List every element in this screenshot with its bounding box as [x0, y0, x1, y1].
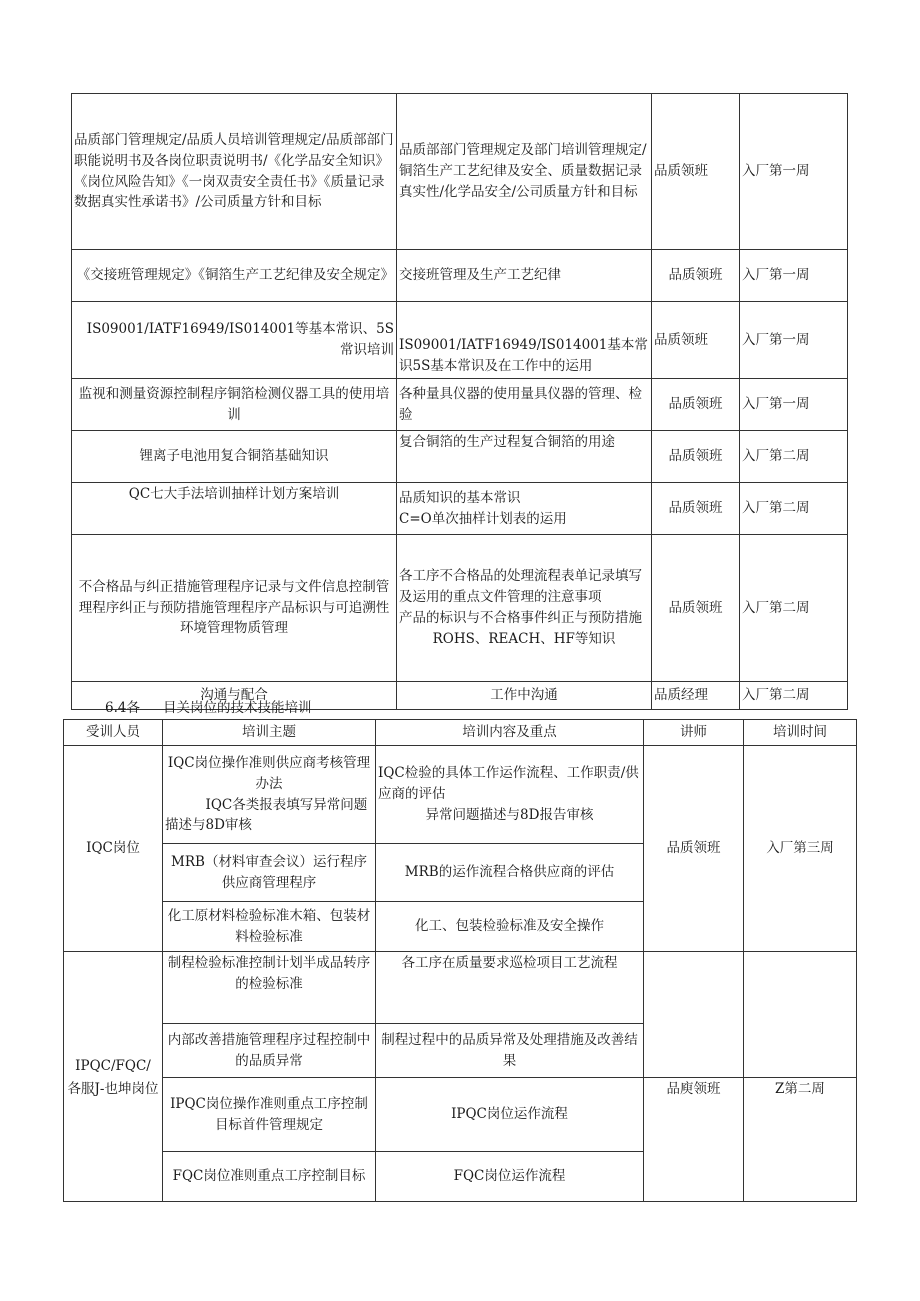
column-header: 讲师 [644, 720, 744, 746]
trainee-cell-top: IPQC/FQC/ [64, 952, 163, 1078]
lecturer-cell: 品质经理 [652, 682, 740, 710]
section-number: 6.4各 [105, 700, 140, 716]
training-time-cell: 入厂第一周 [740, 94, 848, 250]
training-content-cell: 品质部部门管理规定及部门培训管理规定/铜箔生产工艺纪律及安全、质量数据记录真实性/化学品安全/公司质量方针和目标 [397, 94, 652, 250]
content-line: 各工序不合格品的处理流程表单记录填写及运用的重点文件管理的注意事项 [399, 568, 642, 606]
lecturer-cell: 品质领班 [652, 302, 740, 379]
training-content-cell: 制程过程中的品质异常及处理措施及改善结果 [376, 1024, 644, 1078]
training-time-cell: 入厂第三周 [744, 746, 857, 952]
lecturer-cell: 品质领班 [644, 746, 744, 952]
training-topic-cell: IS09001/IATF16949/IS014001等基本常识、5S常识培训 [72, 302, 397, 379]
content-line: C=O单次抽样计划表的运用 [399, 510, 567, 527]
trainee-cell-bottom: 各服J-也坤岗位 [64, 1078, 163, 1202]
table-row [64, 746, 857, 844]
training-time-cell: 入厂第一周 [740, 379, 848, 431]
content-line: IQC检验的具体工作运作流程、工作职责/供应商的评估 [378, 765, 639, 803]
training-content-cell: FQC岗位运作流程 [376, 1152, 644, 1202]
training-time-cell: Z第二周 [744, 1078, 857, 1202]
training-topic-cell: 品质部门管理规定/品质人员培训管理规定/品质部部门职能说明书及各岗位职责说明书/《化学品安全知识》《岗位风险告知》《一岗双责安全责任书》《质量记录数据真实性承诺书》/公司质量方针和目标 [72, 94, 397, 250]
table-row [72, 483, 848, 535]
table-row [72, 379, 848, 431]
training-content-cell: 工作中沟通 [397, 682, 652, 710]
training-table-general [71, 93, 848, 710]
table-row [64, 952, 857, 1024]
training-topic-cell: QC七大手法培训抽样计划方案培训 [72, 483, 397, 535]
column-header: 受训人员 [64, 720, 163, 746]
table-row [72, 94, 848, 250]
column-header: 培训时间 [744, 720, 857, 746]
training-topic-cell: MRB（材料审查会议）运行程序供应商管理程序 [163, 844, 376, 902]
training-time-cell: 入厂第一周 [740, 250, 848, 302]
training-topic-cell: 《交接班管理规定》《铜箔生产工艺纪律及安全规定》 [72, 250, 397, 302]
training-content-cell: 复合铜箔的生产过程复合铜箔的用途 [397, 431, 652, 483]
training-time-cell: 入厂第二周 [740, 535, 848, 682]
training-content-cell: 各种量具仪器的使用量具仪器的管理、检验 [397, 379, 652, 431]
table-header-row [64, 720, 857, 746]
content-line: 异常问题描述与8D报告审核 [425, 806, 594, 823]
lecturer-cell: 品质领班 [652, 483, 740, 535]
training-topic-cell: FQC岗位准则重点工序控制目标 [163, 1152, 376, 1202]
training-table-skills [63, 719, 857, 1202]
training-content-cell: IPQC岗位运作流程 [376, 1078, 644, 1152]
content-line: ROHS、REACH、HF等知识 [432, 630, 616, 647]
lecturer-cell: 品质领班 [652, 94, 740, 250]
training-content-cell: 各工序在质量要求巡检项目工艺流程 [376, 952, 644, 1024]
topic-line: IQC各类报表填写异常问题描述与8D审核 [165, 796, 368, 834]
training-content-cell: MRB的运作流程合格供应商的评估 [376, 844, 644, 902]
lecturer-cell: 品质领班 [652, 379, 740, 431]
training-topic-cell: 化工原材料检验标准木箱、包装材料检验标准 [163, 902, 376, 952]
topic-line: IQC岗位操作准则供应商考核管理办法 [167, 754, 371, 792]
training-time-cell: 入厂第二周 [740, 483, 848, 535]
training-topic-cell [163, 746, 376, 844]
column-header: 培训主题 [163, 720, 376, 746]
training-content-cell: 化工、包装检验标准及安全操作 [376, 902, 644, 952]
section-title: 目关岗位的技术技能培训 [163, 700, 312, 716]
lecturer-cell: 品质领班 [652, 431, 740, 483]
section-heading [105, 698, 312, 719]
training-time-cell: 入厂第二周 [740, 682, 848, 710]
training-content-cell: 交接班管理及生产工艺纪律 [397, 250, 652, 302]
training-time-cell: 入厂第二周 [740, 431, 848, 483]
training-topic-cell: 沟通与配合 [72, 682, 397, 710]
training-content-cell: IS09001/IATF16949/IS014001基本常识5S基本常识及在工作中的运用 [397, 302, 652, 379]
training-topic-cell: 锂离子电池用复合铜箔基础知识 [72, 431, 397, 483]
training-topic-cell: 监视和测量资源控制程序铜箔检测仪器工具的使用培训 [72, 379, 397, 431]
trainee-cell: IQC岗位 [64, 746, 163, 952]
content-line: 产品的标识与不合格事件纠正与预防措施 [399, 610, 642, 626]
lecturer-cell-empty [644, 952, 744, 1078]
training-topic-cell: IPQC岗位操作准则重点工序控制目标首件管理规定 [163, 1078, 376, 1152]
training-content-cell [376, 746, 644, 844]
lecturer-cell: 品质领班 [652, 250, 740, 302]
lecturer-cell: 品庾领班 [644, 1078, 744, 1202]
table-row [72, 535, 848, 682]
training-topic-cell: 不合格品与纠正措施管理程序记录与文件信息控制管理程序纠正与预防措施管理程序产品标识与可追溯性环境管理物质管理 [72, 535, 397, 682]
training-time-cell: 入厂第一周 [740, 302, 848, 379]
table-row [72, 431, 848, 483]
training-topic-cell: 制程检验标准控制计划半成品转序的检验标准 [163, 952, 376, 1024]
training-content-cell [397, 535, 652, 682]
training-content-cell [397, 483, 652, 535]
training-topic-cell: 内部改善措施管理程序过程控制中的品质异常 [163, 1024, 376, 1078]
training-time-cell-empty [744, 952, 857, 1078]
table-row [72, 250, 848, 302]
column-header: 培训内容及重点 [376, 720, 644, 746]
table-row [64, 1078, 857, 1152]
lecturer-cell: 品质领班 [652, 535, 740, 682]
table-row [72, 302, 848, 379]
content-line: 品质知识的基本常识 [399, 489, 521, 506]
